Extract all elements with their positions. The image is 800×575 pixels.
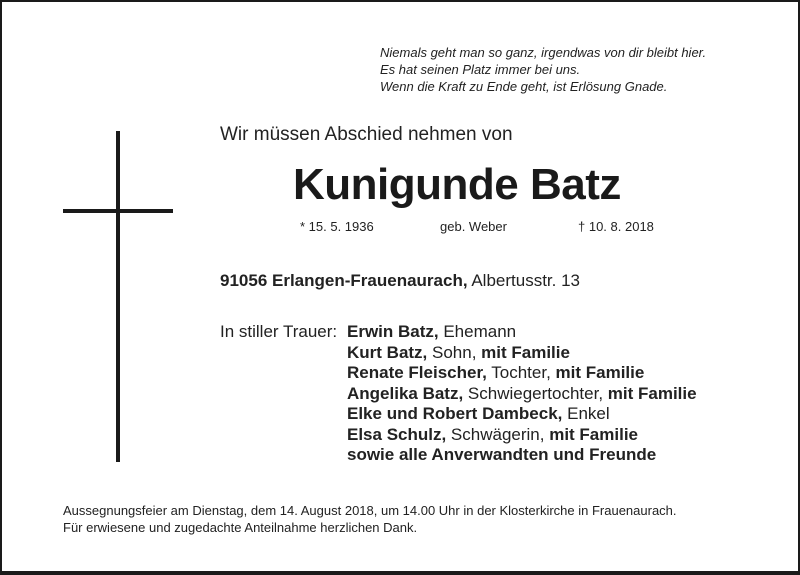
mourner-row [347, 322, 697, 343]
birth-date: * 15. 5. 1936 [300, 219, 374, 234]
address-street: Albertusstr. 13 [467, 271, 580, 290]
mourner-relation: Enkel [562, 404, 610, 423]
mourner-relation: Schwiegertochter, [463, 383, 608, 403]
mourner-name: Angelika Batz, [347, 383, 464, 403]
mourner-name: Renate Fleischer, [347, 363, 487, 382]
mourner-row [347, 445, 697, 466]
mourner-row [347, 363, 697, 384]
poem-line: Wenn die Kraft zu Ende geht, ist Erlösung Gnade. [380, 79, 668, 94]
poem-line: Es hat seinen Platz immer bei uns. [380, 62, 581, 77]
mourners-list [347, 322, 697, 466]
death-date: † 10. 8. 2018 [578, 219, 654, 234]
cross-icon-vertical-bar [116, 131, 120, 462]
mourner-relation: Ehemann [438, 322, 517, 341]
mourner-family: mit Familie [607, 383, 697, 403]
poem-line: Niemals geht man so ganz, irgendwas von dir bleibt hier. [380, 45, 707, 60]
mourner-relation: Sohn, [427, 342, 482, 362]
footer [63, 502, 677, 536]
mourner-family: mit Familie [481, 342, 570, 362]
address-city: 91056 Erlangen-Frauenaurach, [220, 271, 468, 290]
mourner-row [347, 404, 697, 425]
mourner-row [347, 343, 697, 364]
poem [380, 44, 706, 95]
mourner-family: mit Familie [555, 363, 645, 382]
mourner-relation: Schwägerin, [446, 424, 550, 444]
intro-text: Wir müssen Abschied nehmen von [220, 124, 513, 145]
cross-icon-horizontal-bar [63, 209, 173, 213]
mourner-name: Kurt Batz, [347, 342, 428, 362]
mourner-closing: sowie alle Anverwandten und Freunde [347, 445, 657, 464]
mourner-relation: Tochter, [486, 363, 556, 382]
thanks-note: Für erwiesene und zugedachte Anteilnahme herzlichen Dank. [63, 520, 418, 535]
mourner-family: mit Familie [549, 424, 639, 444]
address [220, 271, 580, 291]
maiden-name: geb. Weber [440, 219, 507, 234]
mourner-name: Elsa Schulz, [347, 424, 447, 444]
mourner-row [347, 425, 697, 446]
funeral-info: Aussegnungsfeier am Dienstag, dem 14. August 2018, um 14.00 Uhr in der Klosterkirche in Frauenaurach. [63, 503, 677, 518]
deceased-name: Kunigunde Batz [293, 160, 621, 209]
mourner-name: Elke und Robert Dambeck, [347, 404, 563, 423]
mourners-label: In stiller Trauer: [220, 322, 338, 341]
mourner-row [347, 384, 697, 405]
mourner-name: Erwin Batz, [347, 322, 439, 341]
